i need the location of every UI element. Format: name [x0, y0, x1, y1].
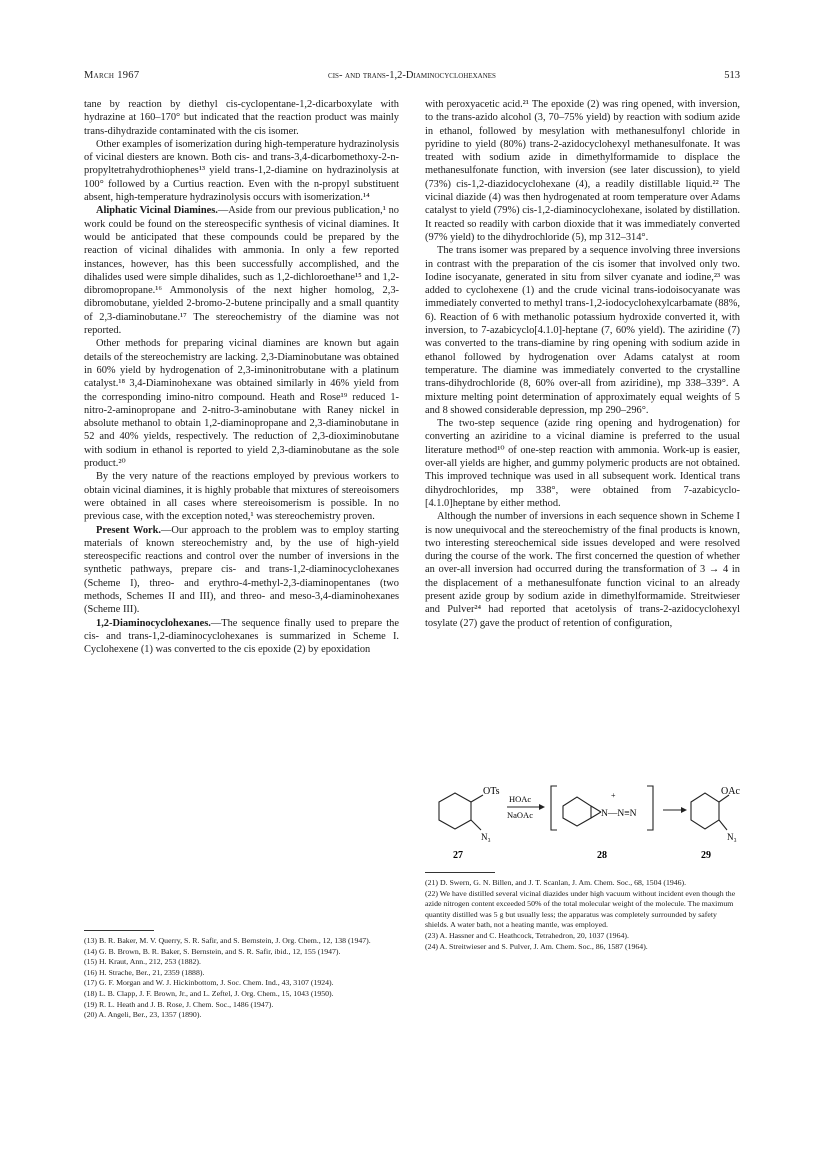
footnote: (23) A. Hassner and C. Heathcock, Tetrahedron, 20, 1037 (1964). — [425, 930, 629, 940]
paragraph: The trans isomer was prepared by a sequence involving three inversions in contrast with the preparation of the cis isomer that involved only two. Iodine isocyanate, generated in situ from silver cyanate and iodine,²³ was added to cyclohexene (1) and the crude vicinal trans-iodoisocyanate was immediately converted to methyl trans-1,2-iodocyclohexylcarbamate (88%, 6). Reaction of 6 with methanolic potassium hydroxide converted it, with inversion, to 7-azabicyclo[4.1.0]-heptane (7, 60% yield). The aziridine (7) was converted to the trans-diamine by ring opening with sodium azide in ethanol followed by hydrogenation over Adams catalyst at room temperature. The diamine was immediately converted to the crystalline trans-dihydrochloride (8, 60% over-all from aziridine), mp 338–339°. A mixture melting point determination of approximately equal weights of 5 and 8 showed considerable depression, mp 290–296°. — [425, 245, 740, 416]
footnote: (22) We have distilled several vicinal diazides under high vacuum without incident even though the azide nitrogen content exceeded 50% of the total molecular weight of the molecule. The maximum quantity distilled was 5 g but usually less; the apparatus was completely surrounded by safety shields. A water bath, not a heating mantle, was employed. — [425, 888, 736, 930]
paragraph — [84, 524, 399, 617]
paragraph — [84, 617, 399, 657]
arrow-head-2 — [681, 807, 687, 813]
paragraph — [84, 204, 399, 337]
footnote: (20) A. Angeli, Ber., 23, 1357 (1890). — [84, 1010, 202, 1020]
scheme-n3-label-right: N₃ — [727, 832, 737, 842]
scheme-drawing — [425, 768, 745, 868]
reaction-scheme — [425, 768, 745, 868]
scheme-ots-label: OTs — [483, 786, 500, 797]
footnote-rule — [84, 930, 154, 931]
left-column — [84, 98, 399, 656]
footnote: (18) L. B. Clapp, J. F. Brown, Jr., and L. Zeftel, J. Org. Chem., 15, 1043 (1950). — [84, 988, 334, 998]
paragraph: tane by reaction by diethyl cis-cyclopentane-1,2-dicarboxylate with hydrazine at 160–170° but indicated that the reaction product was mainly trans-dihydrazide contaminated with the cis isomer. — [84, 99, 399, 137]
footnote: (17) G. F. Morgan and W. J. Hickinbottom, J. Soc. Chem. Ind., 43, 3107 (1924). — [84, 978, 334, 988]
scheme-azide-bridge: N—N≡N — [601, 809, 637, 819]
footnote: (13) B. R. Baker, M. V. Querry, S. R. Safir, and S. Bernstein, J. Org. Chem., 12, 138 (1947). — [84, 936, 371, 945]
compound-label-28: 28 — [597, 850, 607, 861]
paragraph-text: —The sequence finally used to prepare the cis- and trans-1,2-diaminocyclohexanes is summarized in Scheme I. Cyclohexene (1) was converted to the cis epoxide (2) by epoxidation — [84, 617, 399, 656]
scheme-n3-label: N₃ — [481, 832, 491, 842]
paragraph: Although the number of inversions in each sequence shown in Scheme I is now unequivocal and the stereochemistry of the final products is known, two interesting stereochemical side issues developed and were resolved during the course of the work. The first concerned the question of whether an over-all inversion had occurred during the transformation of 3 → 4 in the displacement of a methanesulfonate function vicinal to an already present azide group by sodium azide in dimethylformamide. Streitwieser and Pulver²⁴ had reported that acetolysis of trans-2-azidocyclohexyl tosylate (27) gave the product of retention of configuration, — [425, 511, 740, 629]
paragraph: Other examples of isomerization during high-temperature hydrazinolysis of vicinal diesters are known. Both cis- and trans-3,4-dicarbomethoxy-2-n-propyltetrahydrothiophenes¹³ yield trans-1,2-diamine on hydrazinolysis at 100° followed by a Curtius reaction. Even with the n-propyl substituent absent, high-temperature hydrazinolysis occurs with isomerization.¹⁴ — [84, 138, 399, 204]
footnote: (14) G. B. Brown, B. R. Baker, S. Bernstein, and S. R. Safir, ibid., 12, 155 (1947). — [84, 946, 341, 956]
scheme-oac-label: OAc — [721, 786, 740, 797]
header-title: cis- and trans-1,2-Diaminocyclohexanes — [328, 70, 496, 81]
cyclohexane-ring-29 — [691, 793, 729, 830]
page-number: 513 — [724, 70, 740, 81]
footnote-rule — [425, 872, 495, 873]
header-date: March 1967 — [84, 70, 140, 81]
bracket-right — [647, 786, 653, 830]
paragraph: The two-step sequence (azide ring opening and hydrogenation) for converting an aziridine to a vicinal diamine is preferred to the usual literature method¹⁰ of one-step reaction with ammonia. Work-up is easier, over-all yields are higher, and gummy polymeric products are not obtained. This improved technique was used in all subsequent work. Identical trans dihydrochlorides, mp 338°, were obtained from 7-azabicyclo-[4.1.0]heptane by either method. — [425, 418, 740, 509]
paragraph: By the very nature of the reactions employed by previous workers to obtain vicinal diamines, it is highly probable that mixtures of stereoisomers were obtained in all cases where stereoisomerism is possible. In no previous case, with the exception noted,¹ was stereochemistry proven. — [84, 471, 399, 523]
cyclohexane-ring-28 — [563, 797, 601, 826]
footnote: (21) D. Swern, G. N. Billen, and J. T. Scanlan, J. Am. Chem. Soc., 68, 1504 (1946). — [425, 878, 687, 887]
reagent-top: HOAc — [509, 794, 532, 804]
left-footnotes — [84, 936, 399, 1021]
paragraph-text: —Our approach to the problem was to employ starting materials of known stereochemistry and, by the use of high-yield stereospecific reactions and control over the number of inversions in the synthetic pathways, prepare cis- and trans-1,2-diaminocyclohexanes (Scheme I), threo- and erythro-4-methyl-2,3-diaminopentanes (two methods, Schemes II and III), and threo- and meso-3,4-diaminohexanes (Scheme III). — [84, 524, 399, 616]
footnote: (16) H. Strache, Ber., 21, 2359 (1888). — [84, 967, 205, 977]
compound-label-29: 29 — [701, 850, 711, 861]
right-footnotes — [425, 878, 740, 952]
running-header — [84, 70, 740, 86]
section-heading: Aliphatic Vicinal Diamines. — [96, 205, 218, 217]
section-heading: 1,2-Diaminocyclohexanes. — [96, 617, 211, 629]
paragraph-text: —Aside from our previous publication,¹ no work could be found on the stereospecific synthesis of vicinal diamines. It would be anticipated that these compounds could be prepared by the reaction of vicinal dihalides with ammonia. In only a few reported instances, however, has this been successfully accomplished, and the dihalides used were simple dihalides, such as 1,2-dichloroethane¹⁵ and 1,2-dibromopropane.¹⁶ Ammonolysis of the next higher homolog, 2,3-dibromobutane, yielded 2-bromo-2-butene principally and a small quantity of 2,3-diaminobutane.¹⁷ The stereochemistry of the diamine was not reported. — [84, 205, 399, 337]
cyclohexane-ring-27 — [439, 793, 483, 830]
footnote: (19) R. L. Heath and J. B. Rose, J. Chem. Soc., 1486 (1947). — [84, 999, 274, 1009]
footnote: (24) A. Streitwieser and S. Pulver, J. Am. Chem. Soc., 86, 1587 (1964). — [425, 941, 648, 951]
footnote: (15) H. Kraut, Ann., 212, 253 (1882). — [84, 957, 201, 967]
right-column — [425, 98, 740, 630]
reagent-bottom: NaOAc — [507, 810, 533, 820]
section-heading: Present Work. — [96, 524, 162, 536]
arrow-head — [539, 804, 545, 810]
paragraph: Other methods for preparing vicinal diamines are known but again details of the stereochemistry are lacking. 2,3-Diaminobutane was obtained in 60% yield by hydrogenation of 2,3-iminonitrobutane with a platinum catalyst.¹⁸ 3,4-Diaminohexane was obtained similarly in 46% yield from the corresponding imino-nitro compound. Heath and Rose¹⁹ reduced 1-nitro-2-aminopropane and 2-nitro-3-aminobutane with Raney nickel in absolute methanol to obtain 1,2-diaminopropane and 2,3-diaminobutane in 52 and 40% yields, respectively. The reduction of 2,3-dioximinobutane with sodium in ethanol is reported to yield 2,3-diaminobutane as the sole product.²⁰ — [84, 338, 399, 470]
scheme-plus: + — [611, 791, 616, 800]
bracket-left — [551, 786, 557, 830]
compound-label-27: 27 — [453, 850, 463, 861]
paragraph: with peroxyacetic acid.²¹ The epoxide (2) was ring opened, with inversion, to the trans-azido alcohol (3, 70–75% yield) by reaction with sodium azide in ethanol, followed by mesylation with methanesulfonyl chloride in pyridine to yield (80%) trans-2-azidocyclohexyl methanesulfonate. It was treated with sodium azide in dimethylformamide to displace the methanesulfonate function, with inversion (see later discussion), to yield (73%) cis-1,2-diazidocyclohexane (4), a readily distillable liquid.²² The vicinal diazide (4) was then hydrogenated at room temperature over Adams catalyst to yield (79%) cis-1,2-diaminocyclohexane, isolated by distillation. It reacted so readily with carbon dioxide that it was immediately converted (97% yield) to the dihydrochloride (5), mp 312–314°. — [425, 99, 740, 243]
